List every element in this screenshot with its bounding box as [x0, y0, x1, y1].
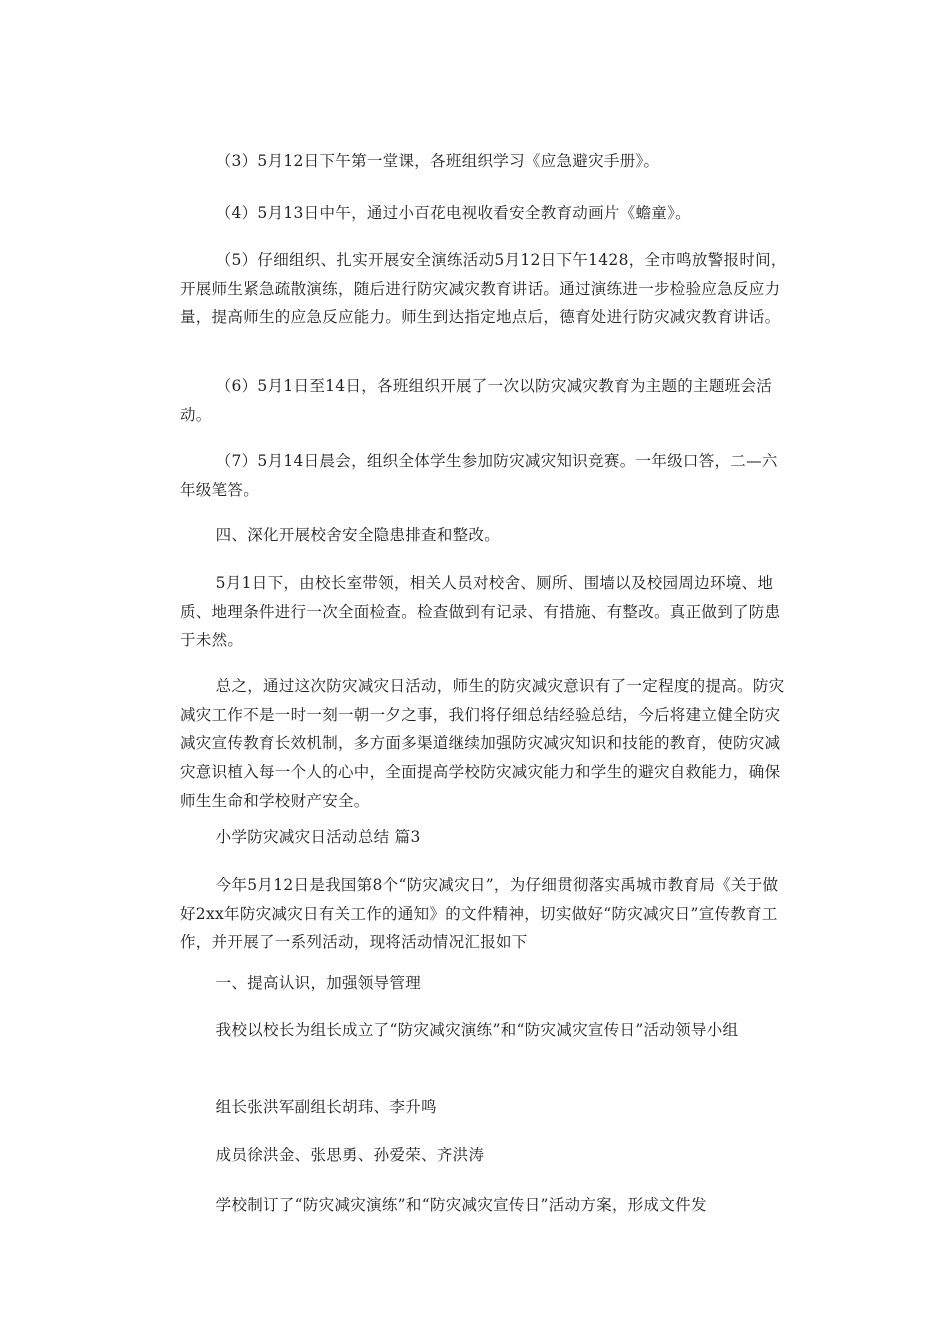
leadership-group-paragraph: 我校以校长为组长成立了“防灾减灾演练”和“防灾减灾宣传日”活动领导小组	[215, 1021, 739, 1039]
inspection-paragraph: 5月1日下，由校长室带领，相关人员对校舍、厕所、围墙以及校园周边环境、地质、地理条件进行一次全面检查。检查做到有记录、有措施、有整改。真正做到了防患于未然。	[180, 574, 781, 650]
intro-paragraph: 今年5月12日是我国第8个“防灾减灾日”，为仔细贯彻落实禹城市教育局《关于做好2xx年防灾减灾日有关工作的通知》的文件精神，切实做好“防灾减灾日”宣传教育工作，并开展了一系列活动，现将活动情况汇报如下	[180, 876, 779, 952]
paragraph-6: （6）5月1日至14日，各班组织开展了一次以防灾减灾教育为主题的主题班会活动。	[180, 377, 773, 424]
paragraph-7: （7）5月14日晨会，组织全体学生参加防灾减灾知识竞赛。一年级口答，二—六年级笔答。	[180, 452, 778, 499]
section-heading-4: 四、深化开展校舍安全隐患排查和整改。	[215, 526, 501, 544]
section-heading-1: 一、提高认识，加强领导管理	[215, 974, 422, 992]
article-title: 小学防灾减灾日活动总结 篇3	[215, 828, 421, 846]
group-leaders-line: 组长张洪军副组长胡玮、李升鸣	[215, 1098, 437, 1116]
paragraph-3: （3）5月12日下午第一堂课，各班组织学习《应急避灾手册》。	[215, 152, 660, 170]
paragraph-4: （4）5月13日中午，通过小百花电视收看安全教育动画片《蟾童》。	[215, 204, 691, 222]
paragraph-5: （5）仔细组织、扎实开展安全演练活动5月12日下午1428，全市鸣放警报时间，开展师生紧急疏散演练，随后进行防灾减灾教育讲话。通过演练进一步检验应急反应力量，提高师生的应急反应能力。师生到达指定地点后，德育处进行防灾减灾教育讲话。	[180, 251, 787, 327]
plan-paragraph: 学校制订了“防灾减灾演练”和“防灾减灾宣传日”活动方案，形成文件发	[215, 1196, 707, 1214]
group-members-line: 成员徐洪金、张思勇、孙爱荣、齐洪涛	[215, 1146, 485, 1164]
conclusion-paragraph: 总之，通过这次防灾减灾日活动，师生的防灾减灾意识有了一定程度的提高。防灾减灾工作不是一时一刻一朝一夕之事，我们将仔细总结经验总结，今后将建立健全防灾减灾宣传教育长效机制，多方面多渠道继续加强防灾减灾知识和技能的教育，使防灾减灾意识植入每一个人的心中，全面提高学校防灾减灾能力和学生的避灾自救能力，确保师生生命和学校财产安全。	[180, 677, 785, 810]
